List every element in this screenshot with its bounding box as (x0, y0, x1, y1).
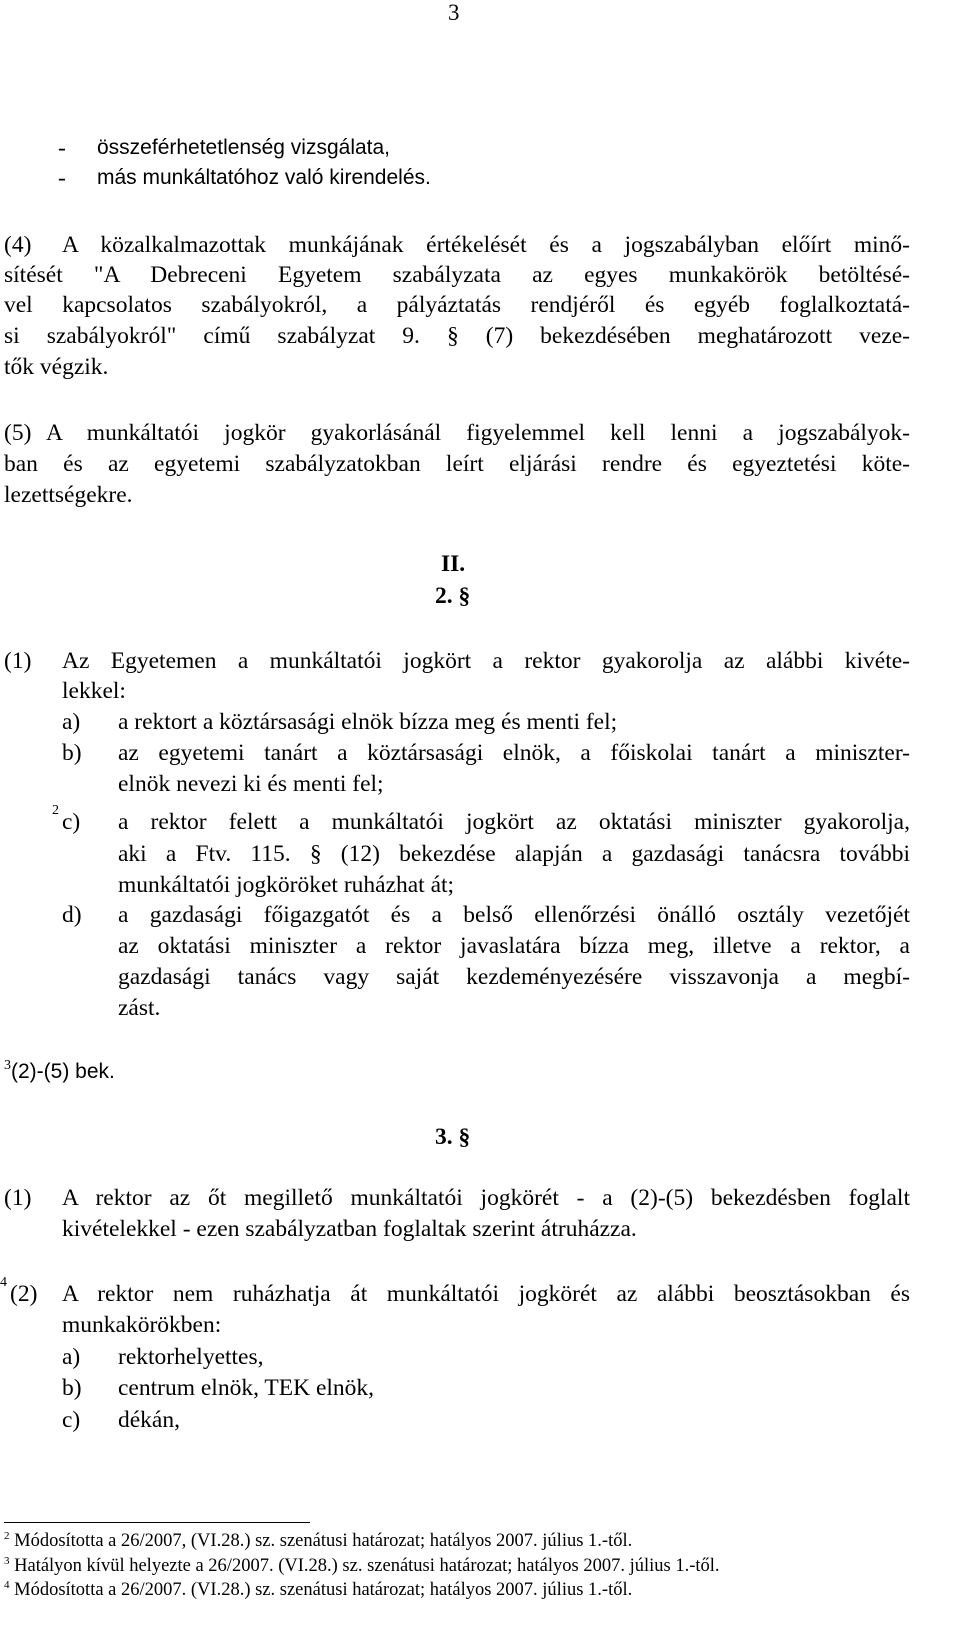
footnote-ref: 4 (0, 1275, 7, 1291)
paragraph-label: (2) (10, 1281, 38, 1307)
list-item: összeférhetetlenség vizsgálata, (97, 136, 391, 159)
paragraph-line: kivételekkel - ezen szabályzatban foglaltak szerint átruházza. (62, 1216, 637, 1242)
item-line: a rektort a köztársasági elnök bízza meg és menti fel; (118, 709, 618, 735)
list-item-dash: - (58, 165, 66, 191)
item-line: a rektor felett a munkáltatói jogkört az oktatási miniszter gyakorolja, (118, 809, 910, 835)
item-label: b) (62, 1375, 82, 1401)
page-number: 3 (448, 0, 460, 25)
paragraph-line: A rektor nem ruházhatja át munkáltatói jogkörét az alábbi beosztásokban és (62, 1281, 910, 1307)
footnote-ref: 3 (4, 1058, 11, 1074)
footnote-ref: 2 (52, 803, 59, 819)
paragraph-line: A munkáltatói jogkör gyakorlásánál figyelemmel kell lenni a jogszabályok- (46, 420, 910, 446)
item-line: az oktatási miniszter a rektor javaslatára bízza meg, illetve a rektor, a (118, 933, 910, 959)
chapter-heading: II. (441, 551, 466, 577)
item-line: munkáltatói jogköröket ruházhat át; (118, 872, 455, 898)
paragraph-label: (4) (4, 232, 32, 258)
paragraph-line: A közalkalmazottak munkájának értékelését és a jogszabályban előírt minő- (62, 232, 910, 258)
repealed-text: (2)-(5) bek. (11, 1060, 115, 1083)
item-line: a gazdasági főigazgatót és a belső ellenőrzési önálló osztály vezetőjét (118, 902, 910, 928)
paragraph-label: (5) (4, 420, 32, 446)
list-item-dash: - (58, 135, 66, 161)
item-line: aki a Ftv. 115. § (12) bekezdése alapján a gazdasági tanácsra további (118, 841, 910, 867)
item-text: dékán, (118, 1407, 180, 1433)
footnote: $^2$ Módosította a 26/2007, (VI.28.) sz. szenátusi határozat; hatályos 2007. július 1.-től. (4, 1529, 633, 1551)
section-heading: 3. § (435, 1124, 471, 1150)
paragraph-line: tők végzik. (4, 354, 109, 380)
item-label: c) (62, 1407, 81, 1433)
paragraph-line: lekkel: (62, 678, 126, 704)
paragraph-line: A rektor az őt megillető munkáltatói jogkörét - a (2)-(5) bekezdésben foglalt (62, 1185, 910, 1211)
footnote: $^4$ Módosította a 26/2007. (VI.28.) sz. szenátusi határozat; hatályos 2007. július 1.-től. (4, 1578, 633, 1600)
section-heading: 2. § (435, 583, 471, 609)
paragraph-line: si szabályokról" című szabályzat 9. § (7) bekezdésében meghatározott veze- (4, 323, 910, 349)
item-label: d) (62, 902, 82, 928)
item-label: a) (62, 1344, 81, 1370)
paragraph-line: munkakörökben: (62, 1312, 222, 1338)
item-line: az egyetemi tanárt a köztársasági elnök, a főiskolai tanárt a miniszter- (118, 740, 910, 766)
item-label: c) (62, 809, 81, 835)
item-line: zást. (118, 995, 161, 1021)
paragraph-line: Az Egyetemen a munkáltatói jogkört a rektor gyakorolja az alábbi kivéte- (62, 648, 910, 674)
item-text: centrum elnök, TEK elnök, (118, 1375, 375, 1401)
item-label: b) (62, 740, 82, 766)
item-text: rektorhelyettes, (118, 1344, 264, 1370)
footnote-rule (4, 1522, 310, 1523)
item-line: gazdasági tanács vagy saját kezdeményezésére visszavonja a megbí- (118, 964, 910, 990)
repealed-note (4, 1058, 115, 1085)
footnote: $^3$ Hatályon kívül helyezte a 26/2007. (VI.28.) sz. szenátusi határozat; hatályos 2007. július 1.-től. (4, 1554, 720, 1576)
paragraph-label: (1) (4, 1185, 32, 1211)
item-line: elnök nevezi ki és menti fel; (118, 771, 384, 797)
paragraph-label: (1) (4, 648, 32, 674)
paragraph-line: sítését "A Debreceni Egyetem szabályzata az egyes munkakörök betöltésé- (4, 262, 910, 288)
paragraph-line: ban és az egyetemi szabályzatokban leírt eljárási rendre és egyeztetési köte- (4, 451, 910, 477)
item-label: a) (62, 709, 81, 735)
paragraph-line: lezettségekre. (4, 482, 133, 508)
list-item: más munkáltatóhoz való kirendelés. (97, 166, 431, 189)
paragraph-line: vel kapcsolatos szabályokról, a pályáztatás rendjéről és egyéb foglalkoztatá- (4, 292, 910, 318)
